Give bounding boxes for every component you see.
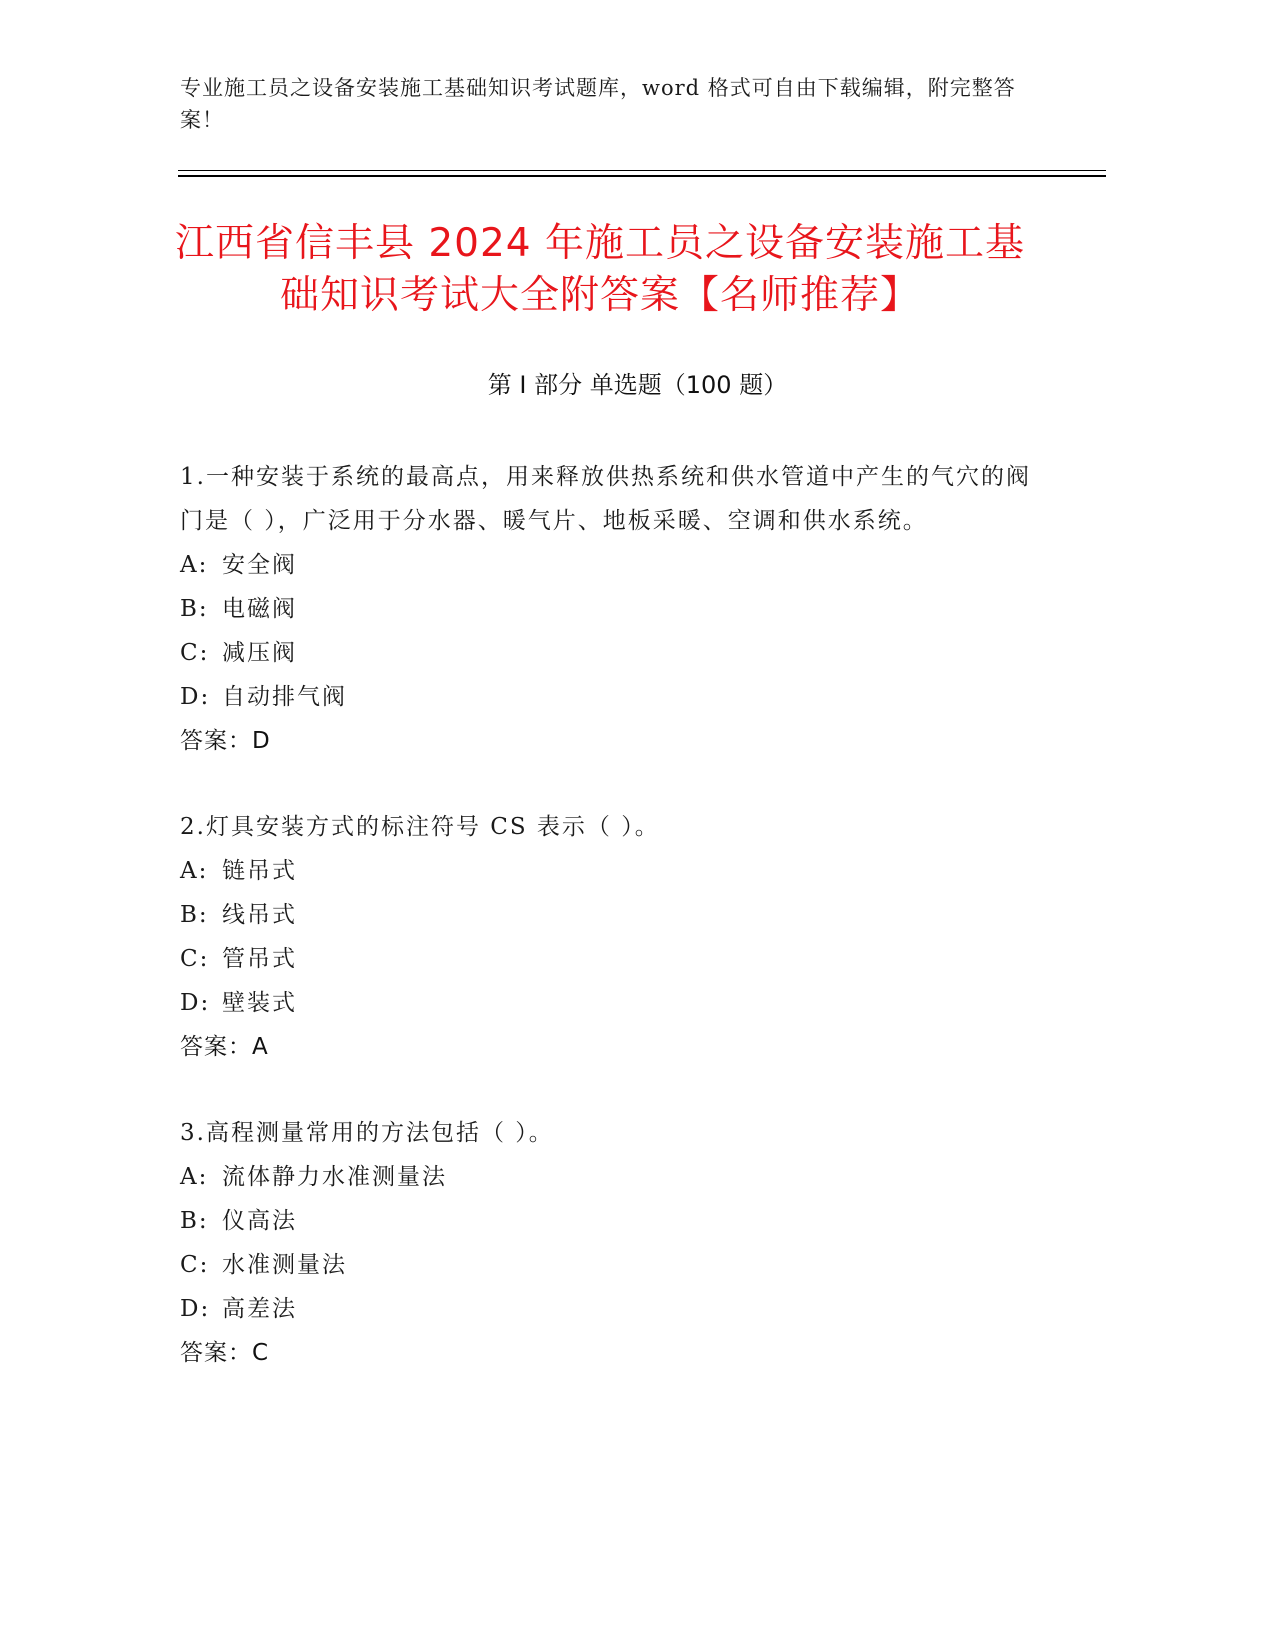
- option-text: 壁装式: [222, 990, 297, 1016]
- option-key: C:: [180, 946, 210, 972]
- option-d: [180, 1287, 1040, 1331]
- option-b: [180, 1199, 1040, 1243]
- option-c: [180, 937, 1040, 981]
- option-key: D:: [180, 990, 211, 1016]
- option-text: 流体静力水准测量法: [222, 1164, 447, 1190]
- document-title: 江西省信丰县 2024 年施工员之设备安装施工基础知识考试大全附答案【名师推荐】: [174, 221, 1026, 318]
- option-key: D:: [180, 684, 211, 710]
- option-text: 仪高法: [222, 1208, 297, 1234]
- option-text: 电磁阀: [222, 596, 297, 622]
- option-a: [180, 543, 1040, 587]
- option-key: A:: [180, 1164, 209, 1190]
- header-divider-thick: [178, 175, 1106, 177]
- question-stem: 3.高程测量常用的方法包括（ ）。: [180, 1120, 554, 1146]
- header-divider-thin: [178, 170, 1106, 171]
- question-stem: 1.一种安装于系统的最高点，用来释放供热系统和供水管道中产生的气穴的阀门是（ ），广泛用于分水器、暖气片、地板采暖、空调和供水系统。: [180, 464, 1031, 534]
- option-text: 线吊式: [222, 902, 297, 928]
- option-key: A:: [180, 552, 209, 578]
- question-3: [180, 1111, 1040, 1375]
- header-note: 专业施工员之设备安装施工基础知识考试题库，word 格式可自由下载编辑，附完整答案！: [180, 76, 1016, 132]
- question-2: [180, 805, 1040, 1069]
- option-c: [180, 1243, 1040, 1287]
- option-key: B:: [180, 596, 209, 622]
- option-text: 高差法: [222, 1296, 297, 1322]
- option-text: 水准测量法: [222, 1252, 347, 1278]
- option-b: [180, 893, 1040, 937]
- option-key: B:: [180, 902, 209, 928]
- option-d: [180, 675, 1040, 719]
- question-stem: 2.灯具安装方式的标注符号 CS 表示（ ）。: [180, 814, 660, 840]
- answer-line: 答案：D: [180, 728, 271, 754]
- option-text: 链吊式: [222, 858, 297, 884]
- option-c: [180, 631, 1040, 675]
- question-1: [180, 455, 1040, 763]
- option-key: C:: [180, 640, 210, 666]
- answer-line: 答案：A: [180, 1034, 269, 1060]
- option-key: A:: [180, 858, 209, 884]
- section-title: 第 I 部分 单选题（100 题）: [487, 371, 788, 399]
- option-key: C:: [180, 1252, 210, 1278]
- question-list: [180, 455, 1040, 1417]
- option-b: [180, 587, 1040, 631]
- option-key: B:: [180, 1208, 209, 1234]
- option-text: 安全阀: [222, 552, 297, 578]
- option-text: 减压阀: [222, 640, 297, 666]
- option-a: [180, 1155, 1040, 1199]
- option-a: [180, 849, 1040, 893]
- option-d: [180, 981, 1040, 1025]
- answer-line: 答案：C: [180, 1340, 270, 1366]
- option-text: 管吊式: [222, 946, 297, 972]
- option-key: D:: [180, 1296, 211, 1322]
- option-text: 自动排气阀: [222, 684, 347, 710]
